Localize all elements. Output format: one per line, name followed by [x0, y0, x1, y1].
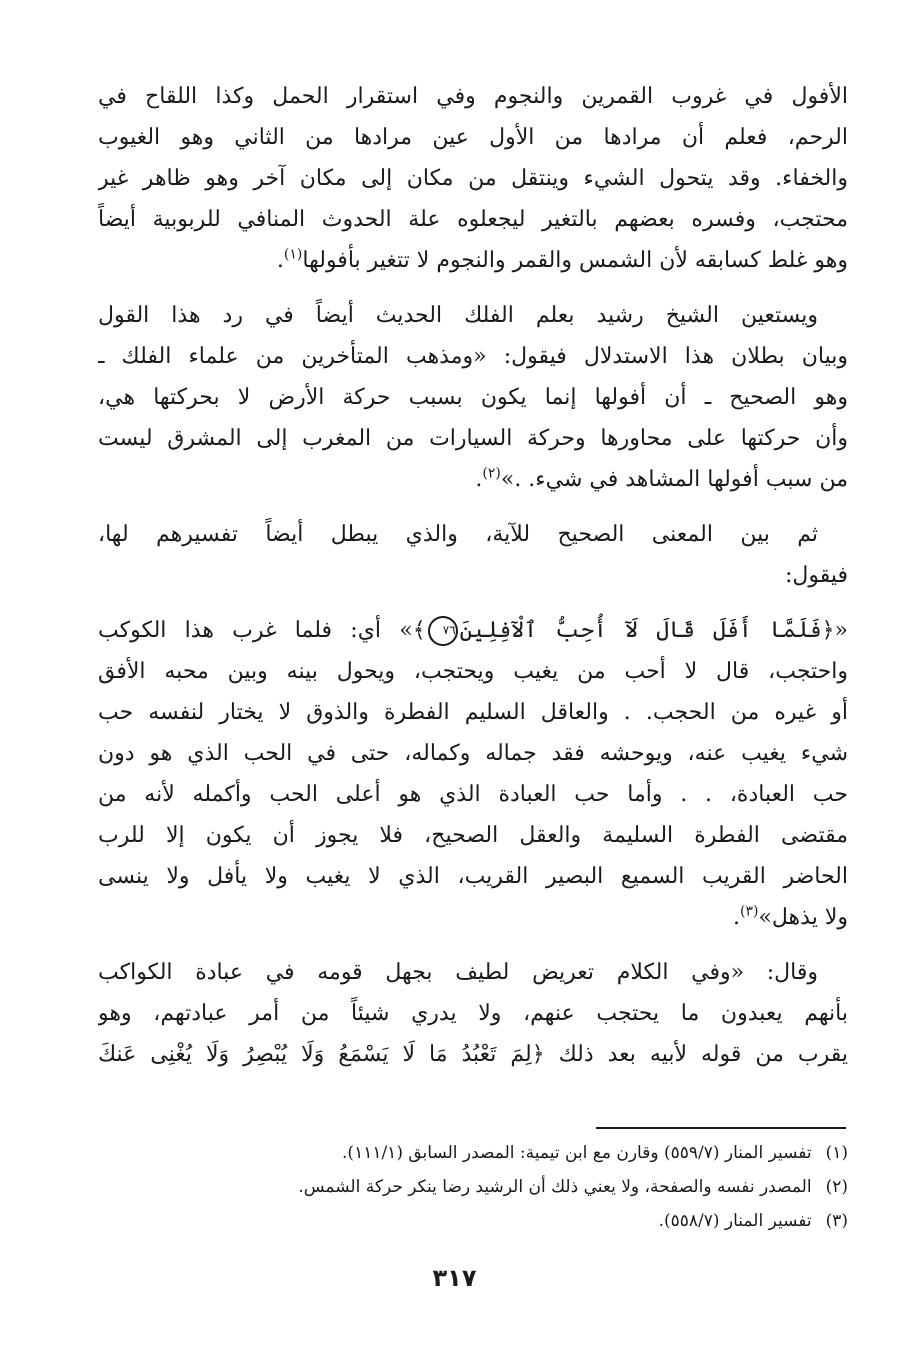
- text-line: فيقول:: [784, 563, 848, 588]
- paragraph-1: [98, 76, 848, 281]
- text-line: واحتجب، قال لا أحب من يغيب ويحتجب، ويحول بينه وبين محبه الأفق: [98, 659, 848, 684]
- text-line: وهو الصحيح ـ أن أفولها إنما يكون بسبب حركة الأرض لا بحركتها هي،: [98, 385, 848, 410]
- ayah-number-icon: ٧٦: [428, 616, 458, 646]
- footnotes: [98, 1136, 848, 1238]
- footnote-number: (٣): [825, 1211, 848, 1231]
- text-line: الأفول في غروب القمرين والنجوم وفي استقرار الحمل وكذا اللقاح في: [98, 84, 848, 109]
- paragraph-5: [98, 952, 848, 1075]
- text-line-content: ﴾» أي: فلما غرب هذا الكوكب: [98, 618, 426, 643]
- text-line: ثم بين المعنى الصحيح للآية، والذي يبطل أيضاً تفسيرهم لها،: [98, 522, 818, 547]
- quran-verse: «﴿فَلَمَّا أَفَلَ قَالَ لَآ أُحِبُّ ٱلْآفِلِينَ: [459, 618, 848, 643]
- paragraph-3: [98, 514, 848, 596]
- footnote-divider: [596, 1127, 846, 1129]
- footnote-text: المصدر نفسه والصفحة، ولا يعني ذلك أن الرشيد رضا ينكر حركة الشمس.: [298, 1177, 812, 1197]
- text-line: الرحم، فعلم أن مرادها من الأول عين مرادها من الثاني وهو الغيوب: [98, 125, 848, 150]
- footnote-2: [98, 1170, 848, 1204]
- footnote-number: (٢): [825, 1177, 848, 1197]
- text-line: [98, 897, 848, 938]
- text-line: يقرب من قوله لأبيه بعد ذلك ﴿لِمَ تَعْبُدُ مَا لَا يَسْمَعُ وَلَا يُبْصِرُ وَلَا يُغْنِى عَنكَ: [98, 1042, 848, 1067]
- text-line: وقال: «وفي الكلام تعريض لطيف بجهل قومه في عبادة الكواكب: [98, 960, 818, 985]
- text-line-content: وهو غلط كسابقه لأن الشمس والقمر والنجوم لا تتغير بأفولها: [302, 248, 848, 273]
- text-line-content: من سبب أفولها المشاهد في شيء. .»: [500, 467, 848, 492]
- text-line: وبيان بطلان هذا الاستدلال فيقول: «ومذهب المتأخرين من علماء الفلك ـ: [98, 344, 848, 369]
- page-number: ٣١٧: [432, 1264, 477, 1292]
- footnote-ref-2[interactable]: (٢): [482, 465, 501, 482]
- text-line: بأنهم يعبدون ما يحتجب عنهم، ولا يدري شيئاً من أمر عبادتهم، وهو: [98, 1001, 848, 1026]
- page-body: [98, 76, 848, 1089]
- footnote-text: تفسير المنار (٥٥٨/٧).: [658, 1211, 812, 1231]
- footnote-ref-1[interactable]: (١): [283, 246, 303, 263]
- footnote-ref-3[interactable]: (٣): [739, 903, 759, 920]
- text-line: [98, 459, 848, 500]
- footnote-text: تفسير المنار (٥٥٩/٧) وقارن مع ابن تيمية: المصدر السابق (١١١/١).: [342, 1143, 812, 1163]
- text-line: ويستعين الشيخ رشيد بعلم الفلك الحديث أيضاً في رد هذا القول: [98, 303, 818, 328]
- text-line: شيء يغيب عنه، ويوحشه فقد جماله وكماله، حتى في الحب الذي هو دون: [98, 741, 848, 766]
- text-line: مقتضى الفطرة السليمة والعقل الصحيح، فلا يجوز أن يكون إلا للرب: [98, 823, 848, 848]
- paragraph-4: [98, 610, 848, 938]
- footnote-1: [98, 1136, 848, 1170]
- text-line-content: ولا يذهل»: [758, 905, 848, 930]
- text-line: حب العبادة، . . وأما حب العبادة الذي هو أعلى الحب وأكمله لأنه من: [98, 782, 848, 807]
- line-end-punct: .: [732, 905, 740, 930]
- text-line: والخفاء. وقد يتحول الشيء وينتقل من مكان إلى مكان آخر وهو ظاهر غير: [98, 166, 848, 191]
- footnote-number: (١): [825, 1143, 848, 1163]
- text-line: الحاضر القريب السميع البصير القريب، الذي لا يغيب ولا يأفل ولا ينسى: [98, 864, 848, 889]
- line-end-punct: .: [276, 248, 284, 273]
- paragraph-2: [98, 295, 848, 500]
- line-end-punct: .: [475, 467, 483, 492]
- quran-line: [98, 610, 848, 651]
- text-line: [98, 240, 848, 281]
- footnote-3: [98, 1204, 848, 1238]
- text-line: وأن حركتها على محاورها وحركة السيارات من المغرب إلى المشرق ليست: [98, 426, 848, 451]
- text-line: محتجب، وفسره بعضهم بالتغير ليجعلوه علة الحدوث المنافي للربوبية أيضاً: [98, 207, 848, 232]
- text-line: أو غيره من الحجب. . والعاقل السليم الفطرة والذوق لا يختار لنفسه حب: [98, 700, 848, 725]
